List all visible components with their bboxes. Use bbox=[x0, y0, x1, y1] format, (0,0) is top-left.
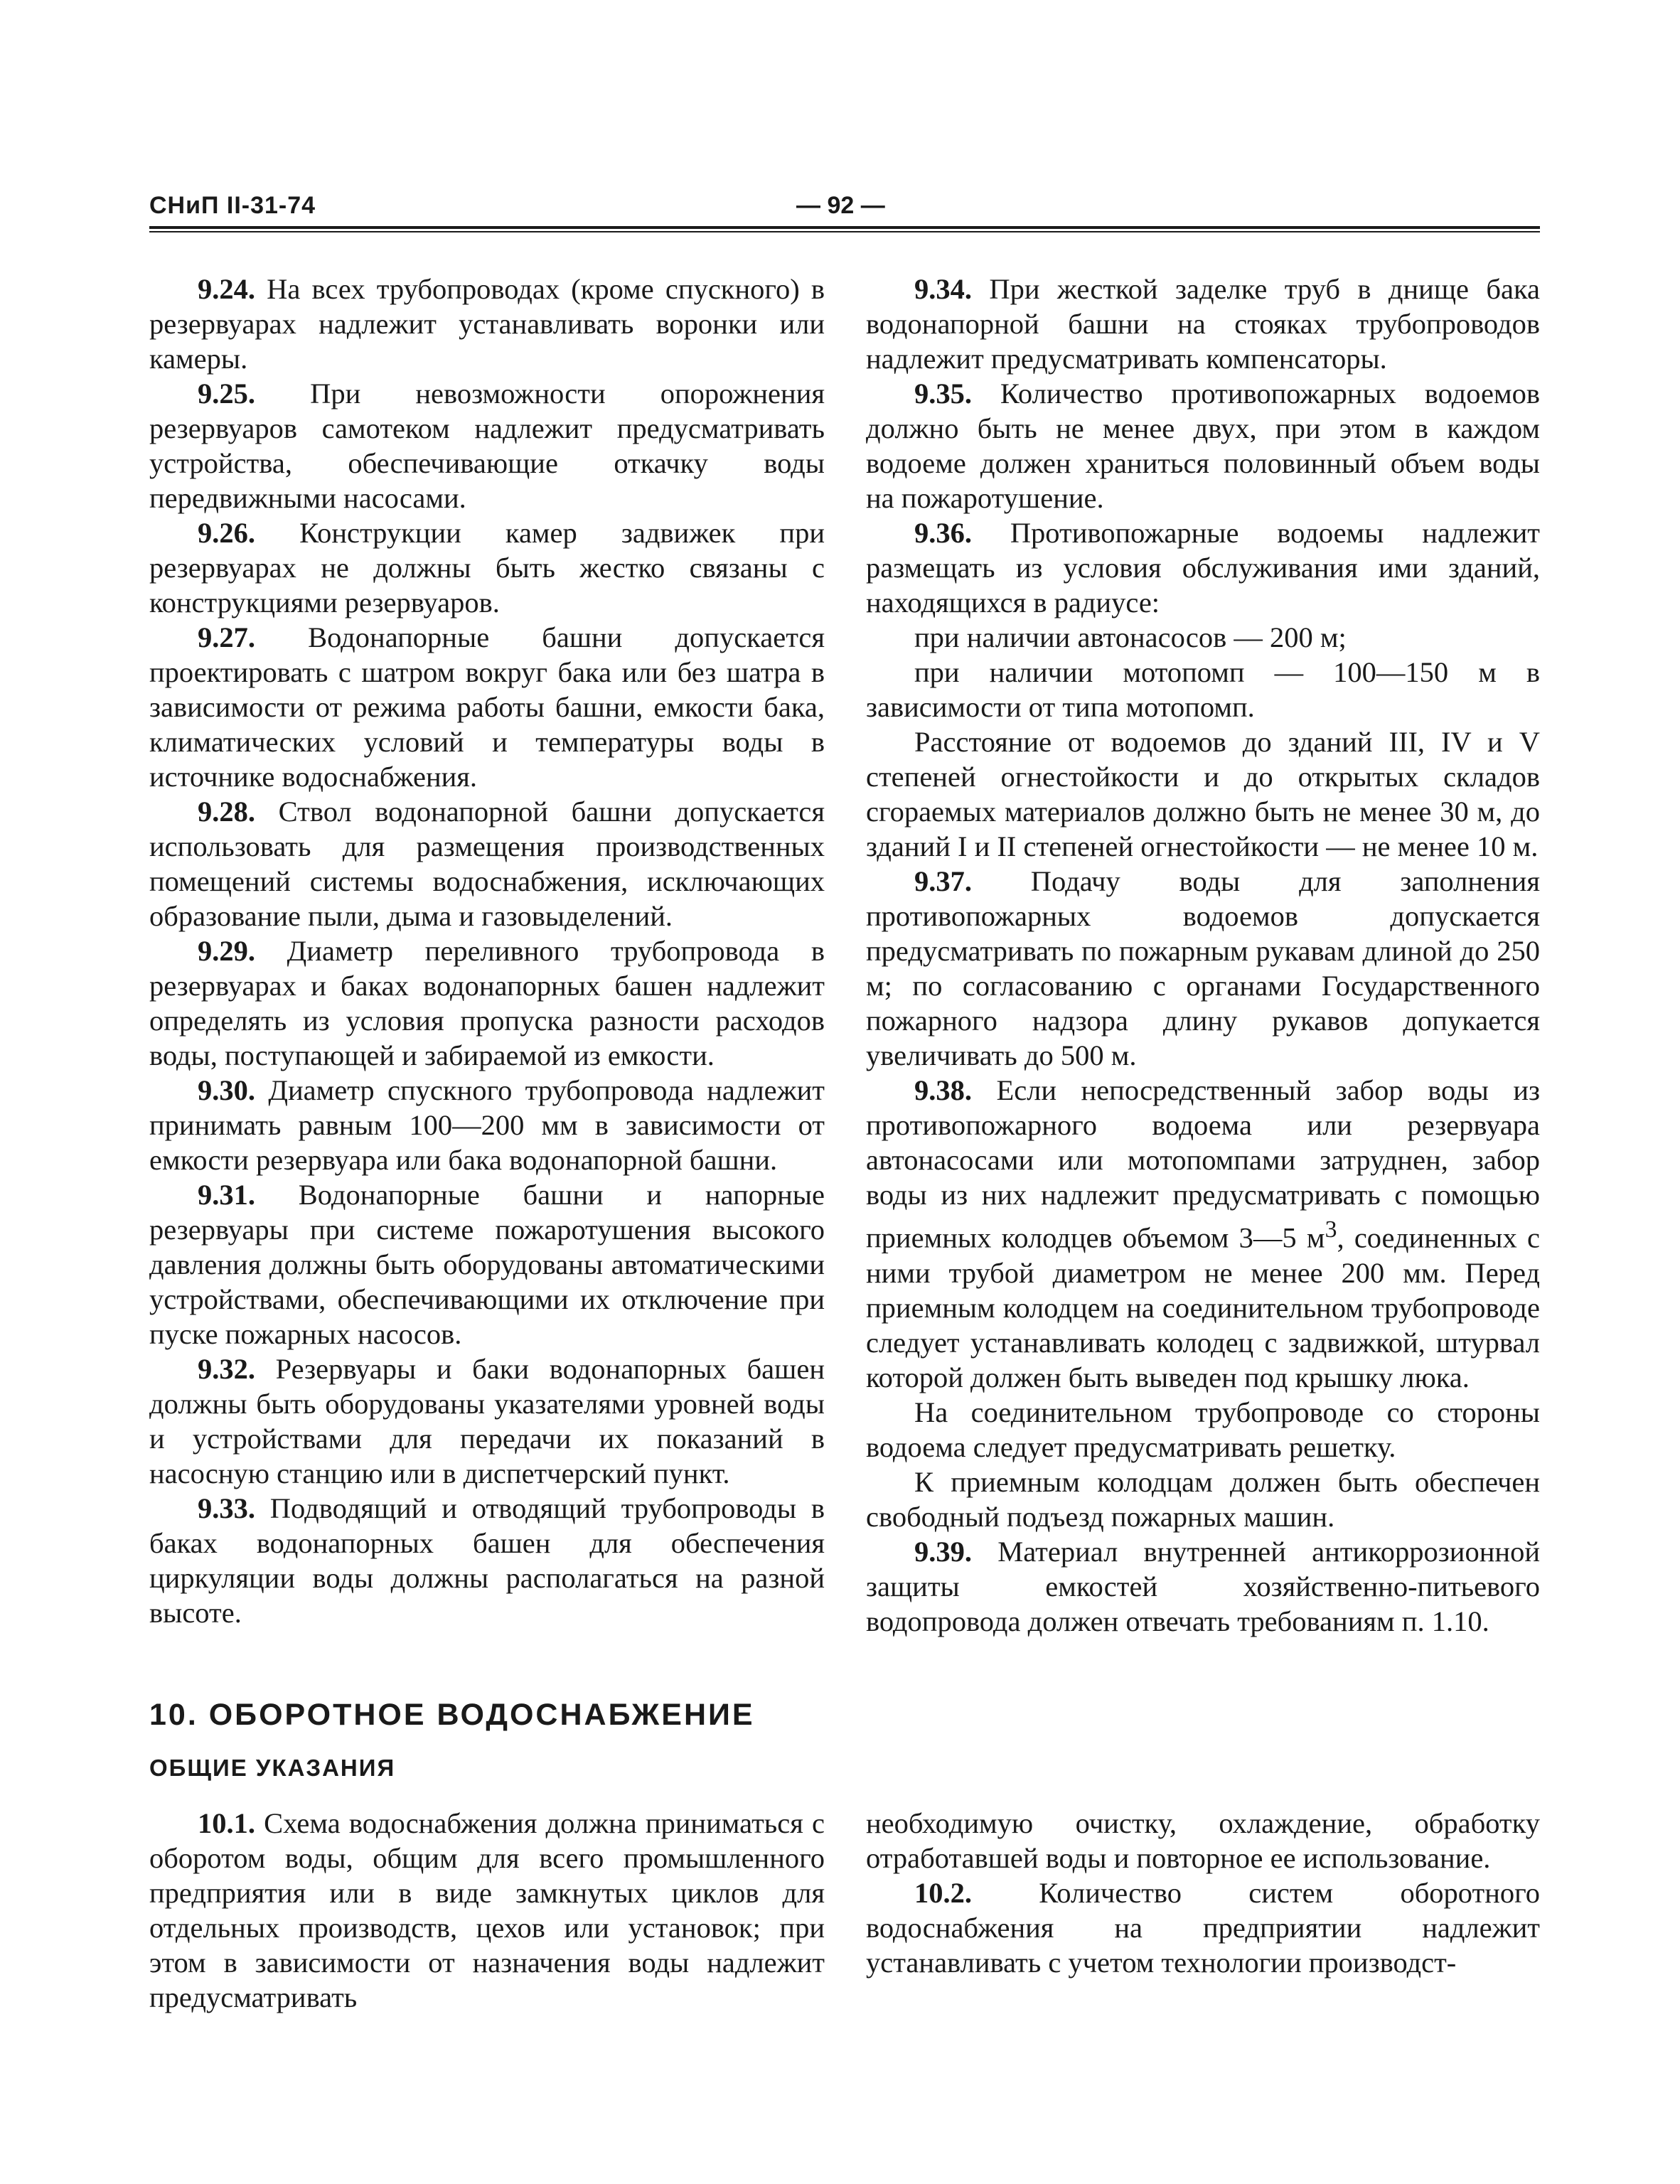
paragraph-9-33 bbox=[149, 1491, 825, 1630]
paragraph-text: На всех трубопроводах (кроме спускного) в резервуарах надлежит устанавливать воронки или камеры. bbox=[149, 273, 825, 375]
paragraph-9-27 bbox=[149, 620, 825, 794]
paragraph-text: Диаметр спускного трубопровода надлежит принимать равным 100—200 мм в зависимости от емкости резервуара или бака водонапорной башни. bbox=[149, 1074, 825, 1176]
paragraph-number: 9.24. bbox=[198, 273, 255, 305]
paragraph-9-37 bbox=[866, 864, 1540, 1073]
paragraph-9-38-grate: На соединительном трубопроводе со стороны водоема следует предусматривать решетку. bbox=[866, 1396, 1540, 1463]
paragraph-number: 9.37. bbox=[914, 865, 972, 897]
paragraph-number: 9.31. bbox=[198, 1179, 255, 1211]
paragraph-text: Конструкции камер задвижек при резервуарах не должны быть жестко связаны с конструкциями резервуаров. bbox=[149, 517, 825, 619]
paragraph-number: 10.1. bbox=[198, 1807, 255, 1839]
superscript: 3 bbox=[1325, 1216, 1337, 1243]
list-item: при наличии мотопомп — 100—150 м в зависимости от типа мотопомп. bbox=[866, 656, 1540, 723]
paragraph-9-36-distance: Расстояние от водоемов до зданий III, IV и V степеней огнестойкости и до открытых складов сгораемых материалов должно быть не менее 30 м, до зданий I и II степеней огнестойкости — не менее 10 м. bbox=[866, 726, 1540, 862]
paragraph-text: Подачу воды для заполнения противопожарных водоемов допускается предусматривать по пожарным рукавам длиной до 250 м; по согласованию с органами Государственного пожарного надзора длину рукавов допукается увеличивать до 500 м. bbox=[866, 865, 1540, 1071]
paragraph-text: , соединенных с ними трубой диаметром не менее 200 мм. Перед приемным колодцем на соединительном трубопроводе следует устанавливать колодец с задвижкой, штурвал которой должен быть выведен под крышку люка. bbox=[866, 1221, 1540, 1393]
paragraph-9-25 bbox=[149, 376, 825, 515]
paragraph-text: Противопожарные водоемы надлежит размещать из условия обслуживания ими зданий, находящихся в радиусе: bbox=[866, 517, 1540, 619]
paragraph-9-32 bbox=[149, 1351, 825, 1491]
paragraph-9-30 bbox=[149, 1073, 825, 1177]
paragraph-10-1 bbox=[149, 1806, 825, 2015]
page-number: — 92 — bbox=[796, 192, 885, 219]
paragraph-number: 9.30. bbox=[198, 1074, 255, 1106]
paragraph-number: 9.32. bbox=[198, 1353, 255, 1385]
paragraph-number: 9.28. bbox=[198, 796, 255, 828]
paragraph-9-29 bbox=[149, 933, 825, 1073]
paragraph-number: 9.38. bbox=[914, 1074, 972, 1106]
paragraph-number: 9.39. bbox=[914, 1535, 972, 1568]
paragraph-text: Количество систем оборотного водоснабжения на предприятии надлежит устанавливать с учетом технологии производст- bbox=[866, 1877, 1540, 1979]
paragraph-text: Водонапорные башни и напорные резервуары при системе пожаротушения высокого давления должны быть оборудованы автоматическими устройствами, обеспечивающими их отключение при пуске пожарных насосов. bbox=[149, 1179, 825, 1350]
paragraph-9-35 bbox=[866, 376, 1540, 515]
paragraph-text: Если непосредственный забор воды из противопожарного водоема или резервуара автонасосами или мотопомпами затруднен, забор воды из них надлежит предусматривать с помощью приемных колодцев объемом 3—5 м bbox=[866, 1074, 1540, 1254]
paragraph-text: Водонапорные башни допускается проектировать с шатром вокруг бака или без шатра в зависимости от режима работы башни, емкости бака, климатических условий и температуры воды в источнике водоснабжения. bbox=[149, 621, 825, 793]
paragraph-9-38 bbox=[866, 1073, 1540, 1395]
section-title: 10. ОБОРОТНОЕ ВОДОСНАБЖЕНИЕ bbox=[149, 1698, 755, 1732]
left-column bbox=[149, 272, 825, 1630]
paragraph-number: 9.34. bbox=[914, 273, 972, 305]
paragraph-9-38-access: К приемным колодцам должен быть обеспечен свободный подъезд пожарных машин. bbox=[866, 1465, 1540, 1533]
paragraph-text: Подводящий и отводящий трубопроводы в баках водонапорных башен для обеспечения циркуляции воды должны располагаться на разной высоте. bbox=[149, 1492, 825, 1629]
document-code: СНиП II-31-74 bbox=[149, 192, 316, 219]
page-header bbox=[149, 192, 1540, 228]
paragraph-text: Диаметр переливного трубопровода в резервуарах и баках водонапорных башен надлежит определять из условия пропуска разности расходов воды, поступающей и забираемой из емкости. bbox=[149, 935, 825, 1071]
paragraph-9-28 bbox=[149, 794, 825, 933]
paragraph-text: Количество противопожарных водоемов должно быть не менее двух, при этом в каждом водоеме должен храниться половинный объем воды на пожаротушение. bbox=[866, 378, 1540, 514]
paragraph-number: 9.33. bbox=[198, 1492, 255, 1524]
paragraph-text: Ствол водонапорной башни допускается использовать для размещения производственных помещений системы водоснабжения, исключающих образование пыли, дыма и газовыделений. bbox=[149, 796, 825, 932]
paragraph-text: При невозможности опорожнения резервуаров самотеком надлежит предусматривать устройства, обеспечивающие откачку воды передвижными насосами. bbox=[149, 378, 825, 514]
paragraph-10-2 bbox=[866, 1875, 1540, 1980]
right-column bbox=[866, 272, 1540, 1639]
paragraph-9-34 bbox=[866, 272, 1540, 376]
paragraph-number: 9.36. bbox=[914, 517, 972, 549]
paragraph-number: 9.35. bbox=[914, 378, 972, 410]
bottom-right-column bbox=[866, 1806, 1540, 1980]
header-rule-thin bbox=[149, 231, 1540, 232]
paragraph-9-31 bbox=[149, 1177, 825, 1351]
paragraph-text: Схема водоснабжения должна приниматься с оборотом воды, общим для всего промышленного предприятия или в виде замкнутых циклов для отдельных производств, цехов или установок; при этом в зависимости от назначения воды надлежит предусматривать bbox=[149, 1807, 825, 2013]
subsection-title: ОБЩИЕ УКАЗАНИЯ bbox=[149, 1755, 396, 1781]
bottom-left-column bbox=[149, 1806, 825, 2015]
paragraph-9-39 bbox=[866, 1534, 1540, 1639]
paragraph-10-1-continued: необходимую очистку, охлаждение, обработку отработавшей воды и повторное ее использование. bbox=[866, 1807, 1540, 1874]
list-item: при наличии автонасосов — 200 м; bbox=[914, 621, 1347, 653]
header-rule-thick bbox=[149, 226, 1540, 229]
paragraph-9-36 bbox=[866, 515, 1540, 620]
paragraph-number: 9.26. bbox=[198, 517, 255, 549]
paragraph-9-26 bbox=[149, 515, 825, 620]
paragraph-text: При жесткой заделке труб в днище бака водонапорной башни на стояках трубопроводов надлежит предусматривать компенсаторы. bbox=[866, 273, 1540, 375]
paragraph-number: 9.25. bbox=[198, 378, 255, 410]
paragraph-text: Резервуары и баки водонапорных башен должны быть оборудованы указателями уровней воды и устройствами для передачи их показаний в насосную станцию или в диспетчерский пункт. bbox=[149, 1353, 825, 1489]
paragraph-9-24 bbox=[149, 272, 825, 376]
paragraph-number: 9.27. bbox=[198, 621, 255, 653]
paragraph-number: 10.2. bbox=[914, 1877, 972, 1909]
paragraph-number: 9.29. bbox=[198, 935, 255, 967]
paragraph-text: Материал внутренней антикоррозионной защиты емкостей хозяйственно-питьевого водопровода должен отвечать требованиям п. 1.10. bbox=[866, 1535, 1540, 1637]
